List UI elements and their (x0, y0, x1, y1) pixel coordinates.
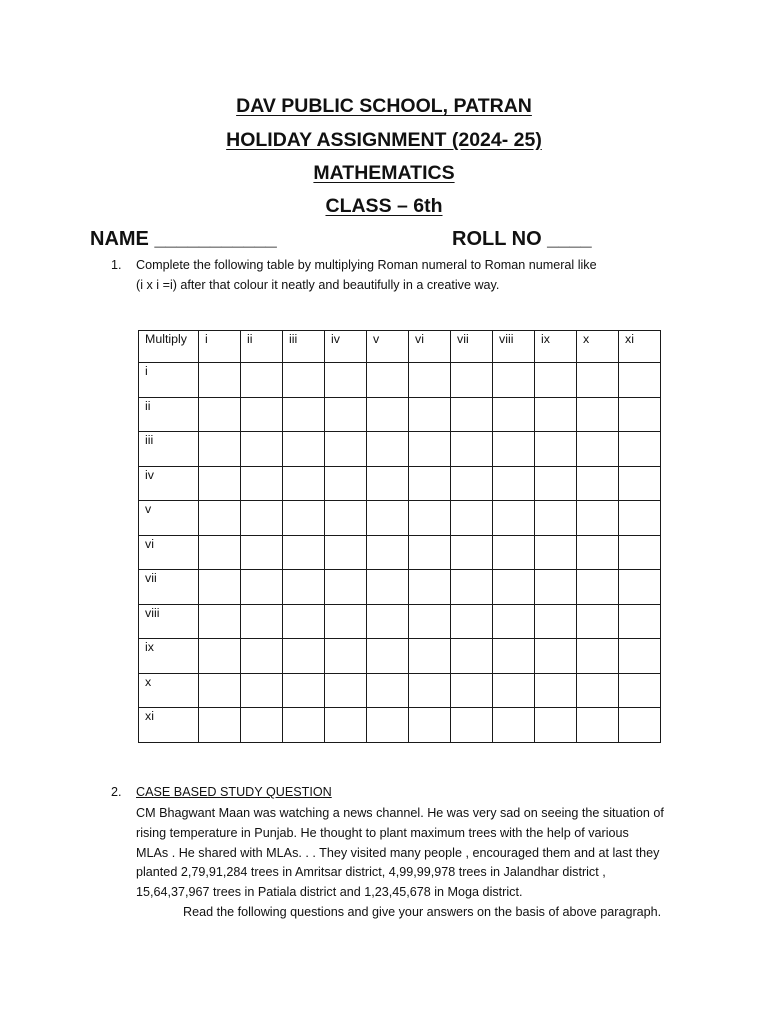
answer-cell[interactable] (325, 466, 367, 501)
answer-cell[interactable] (493, 535, 535, 570)
answer-cell[interactable] (283, 397, 325, 432)
answer-cell[interactable] (283, 673, 325, 708)
school-name (0, 94, 768, 118)
answer-cell[interactable] (619, 397, 661, 432)
answer-cell[interactable] (451, 466, 493, 501)
answer-cell[interactable] (577, 708, 619, 743)
answer-cell[interactable] (241, 708, 283, 743)
question-1-text (136, 256, 676, 295)
answer-cell[interactable] (241, 535, 283, 570)
answer-cell[interactable] (619, 432, 661, 467)
answer-cell[interactable] (241, 432, 283, 467)
answer-cell[interactable] (367, 432, 409, 467)
table-header-row (139, 331, 661, 363)
row-header: vii (139, 570, 199, 605)
answer-cell[interactable] (199, 639, 241, 674)
row-header: x (139, 673, 199, 708)
answer-cell[interactable] (451, 673, 493, 708)
subject-title-text: MATHEMATICS (313, 162, 455, 184)
column-header: vii (451, 331, 493, 363)
answer-cell[interactable] (493, 501, 535, 536)
answer-cell[interactable] (283, 604, 325, 639)
answer-cell[interactable] (619, 570, 661, 605)
answer-cell[interactable] (493, 604, 535, 639)
answer-cell[interactable] (577, 673, 619, 708)
case-study-line: planted 2,79,91,284 trees in Amritsar district, 4,99,99,978 trees in Jalandhar district , (136, 865, 606, 880)
column-header: ii (241, 331, 283, 363)
answer-cell[interactable] (367, 535, 409, 570)
answer-cell[interactable] (199, 397, 241, 432)
answer-cell[interactable] (367, 501, 409, 536)
roll-number-field[interactable]: ROLL NO ____ (452, 228, 592, 250)
table-corner-cell: Multiply (139, 331, 199, 363)
answer-cell[interactable] (577, 639, 619, 674)
answer-cell[interactable] (451, 570, 493, 605)
answer-cell[interactable] (451, 639, 493, 674)
answer-cell[interactable] (241, 397, 283, 432)
answer-cell[interactable] (619, 604, 661, 639)
answer-cell[interactable] (367, 466, 409, 501)
answer-cell[interactable] (367, 708, 409, 743)
answer-cell[interactable] (577, 501, 619, 536)
row-header: v (139, 501, 199, 536)
answer-cell[interactable] (367, 604, 409, 639)
case-study-instruction: Read the following questions and give your answers on the basis of above paragraph. (183, 904, 662, 919)
table-row (139, 570, 661, 605)
answer-cell[interactable] (493, 639, 535, 674)
answer-cell[interactable] (409, 673, 451, 708)
answer-cell[interactable] (535, 639, 577, 674)
answer-cell[interactable] (619, 466, 661, 501)
answer-cell[interactable] (409, 535, 451, 570)
question-2-number: 2. (111, 785, 122, 799)
answer-cell[interactable] (325, 604, 367, 639)
answer-cell[interactable] (493, 708, 535, 743)
table-row (139, 535, 661, 570)
table-row (139, 501, 661, 536)
answer-cell[interactable] (409, 639, 451, 674)
answer-cell[interactable] (577, 432, 619, 467)
row-header: iii (139, 432, 199, 467)
column-header: iv (325, 331, 367, 363)
column-header: vi (409, 331, 451, 363)
answer-cell[interactable] (535, 432, 577, 467)
question-1-line-2: (i x i =i) after that colour it neatly and beautifully in a creative way. (136, 277, 500, 292)
answer-cell[interactable] (283, 466, 325, 501)
answer-cell[interactable] (199, 604, 241, 639)
answer-cell[interactable] (493, 363, 535, 398)
answer-cell[interactable] (367, 363, 409, 398)
answer-cell[interactable] (199, 501, 241, 536)
answer-cell[interactable] (241, 501, 283, 536)
answer-cell[interactable] (451, 604, 493, 639)
table-row (139, 639, 661, 674)
answer-cell[interactable] (535, 466, 577, 501)
column-header: x (577, 331, 619, 363)
table-row (139, 363, 661, 398)
answer-cell[interactable] (409, 570, 451, 605)
answer-cell[interactable] (199, 673, 241, 708)
answer-cell[interactable] (283, 639, 325, 674)
answer-cell[interactable] (409, 363, 451, 398)
answer-cell[interactable] (199, 708, 241, 743)
class-title (0, 194, 768, 218)
answer-cell[interactable] (493, 570, 535, 605)
answer-cell[interactable] (619, 708, 661, 743)
row-header: iv (139, 466, 199, 501)
answer-cell[interactable] (325, 639, 367, 674)
answer-cell[interactable] (325, 397, 367, 432)
answer-cell[interactable] (367, 639, 409, 674)
question-1-line-1: Complete the following table by multiplying Roman numeral to Roman numeral like (136, 258, 597, 272)
answer-cell[interactable] (409, 466, 451, 501)
answer-cell[interactable] (619, 535, 661, 570)
answer-cell[interactable] (535, 363, 577, 398)
answer-cell[interactable] (451, 397, 493, 432)
case-study-line: CM Bhagwant Maan was watching a news channel. He was very sad on seeing the situation of (136, 806, 664, 820)
column-header: v (367, 331, 409, 363)
answer-cell[interactable] (325, 363, 367, 398)
answer-cell[interactable] (577, 570, 619, 605)
answer-cell[interactable] (535, 604, 577, 639)
answer-cell[interactable] (577, 604, 619, 639)
answer-cell[interactable] (199, 535, 241, 570)
answer-cell[interactable] (535, 708, 577, 743)
answer-cell[interactable] (535, 397, 577, 432)
case-study-line: MLAs . He shared with MLAs. . . They visited many people , encouraged them and at last they (136, 845, 660, 860)
answer-cell[interactable] (199, 466, 241, 501)
answer-cell[interactable] (451, 432, 493, 467)
answer-cell[interactable] (283, 535, 325, 570)
column-header: xi (619, 331, 661, 363)
answer-cell[interactable] (283, 363, 325, 398)
answer-cell[interactable] (409, 397, 451, 432)
answer-cell[interactable] (577, 466, 619, 501)
row-header: xi (139, 708, 199, 743)
answer-cell[interactable] (619, 673, 661, 708)
answer-cell[interactable] (241, 570, 283, 605)
answer-cell[interactable] (199, 363, 241, 398)
row-header: ii (139, 397, 199, 432)
answer-cell[interactable] (409, 501, 451, 536)
answer-cell[interactable] (241, 604, 283, 639)
question-1-number: 1. (111, 258, 122, 272)
table-row (139, 466, 661, 501)
answer-cell[interactable] (283, 501, 325, 536)
answer-cell[interactable] (241, 673, 283, 708)
case-study-line: 15,64,37,967 trees in Patiala district and 1,23,45,678 in Moga district. (136, 885, 523, 900)
answer-cell[interactable] (199, 432, 241, 467)
answer-cell[interactable] (493, 397, 535, 432)
column-header: ix (535, 331, 577, 363)
table-row (139, 397, 661, 432)
school-name-text: DAV PUBLIC SCHOOL, PATRAN (236, 95, 532, 117)
answer-cell[interactable] (451, 501, 493, 536)
question-2-title: CASE BASED STUDY QUESTION (136, 785, 332, 799)
table-row (139, 432, 661, 467)
answer-cell[interactable] (535, 673, 577, 708)
case-study-line: rising temperature in Punjab. He thought to plant maximum trees with the help of various (136, 825, 629, 840)
answer-cell[interactable] (619, 639, 661, 674)
answer-cell[interactable] (493, 673, 535, 708)
multiplication-table (138, 330, 661, 743)
answer-cell[interactable] (619, 501, 661, 536)
column-header: i (199, 331, 241, 363)
answer-cell[interactable] (577, 363, 619, 398)
answer-cell[interactable] (367, 673, 409, 708)
answer-cell[interactable] (409, 708, 451, 743)
column-header: iii (283, 331, 325, 363)
answer-cell[interactable] (199, 570, 241, 605)
row-header: viii (139, 604, 199, 639)
answer-cell[interactable] (409, 432, 451, 467)
answer-cell[interactable] (493, 466, 535, 501)
column-header: viii (493, 331, 535, 363)
answer-cell[interactable] (535, 570, 577, 605)
table-row (139, 708, 661, 743)
answer-cell[interactable] (325, 673, 367, 708)
answer-cell[interactable] (577, 535, 619, 570)
answer-cell[interactable] (283, 570, 325, 605)
answer-cell[interactable] (451, 708, 493, 743)
answer-cell[interactable] (283, 432, 325, 467)
table-row (139, 604, 661, 639)
answer-cell[interactable] (241, 363, 283, 398)
row-header: i (139, 363, 199, 398)
answer-cell[interactable] (325, 432, 367, 467)
answer-cell[interactable] (451, 363, 493, 398)
name-field[interactable]: NAME ___________ (90, 228, 277, 250)
row-header: vi (139, 535, 199, 570)
answer-cell[interactable] (325, 570, 367, 605)
answer-cell[interactable] (451, 535, 493, 570)
answer-cell[interactable] (535, 535, 577, 570)
answer-cell[interactable] (367, 570, 409, 605)
answer-cell[interactable] (325, 708, 367, 743)
assignment-title-text: HOLIDAY ASSIGNMENT (2024- 25) (226, 129, 542, 151)
row-header: ix (139, 639, 199, 674)
answer-cell[interactable] (367, 397, 409, 432)
answer-cell[interactable] (493, 432, 535, 467)
assignment-title (0, 128, 768, 152)
answer-cell[interactable] (409, 604, 451, 639)
answer-cell[interactable] (241, 466, 283, 501)
case-study-paragraph (136, 804, 696, 923)
answer-cell[interactable] (325, 501, 367, 536)
answer-cell[interactable] (577, 397, 619, 432)
answer-cell[interactable] (325, 535, 367, 570)
subject-title (0, 161, 768, 185)
table-row (139, 673, 661, 708)
class-title-text: CLASS – 6th (325, 195, 443, 217)
answer-cell[interactable] (619, 363, 661, 398)
answer-cell[interactable] (241, 639, 283, 674)
answer-cell[interactable] (535, 501, 577, 536)
answer-cell[interactable] (283, 708, 325, 743)
